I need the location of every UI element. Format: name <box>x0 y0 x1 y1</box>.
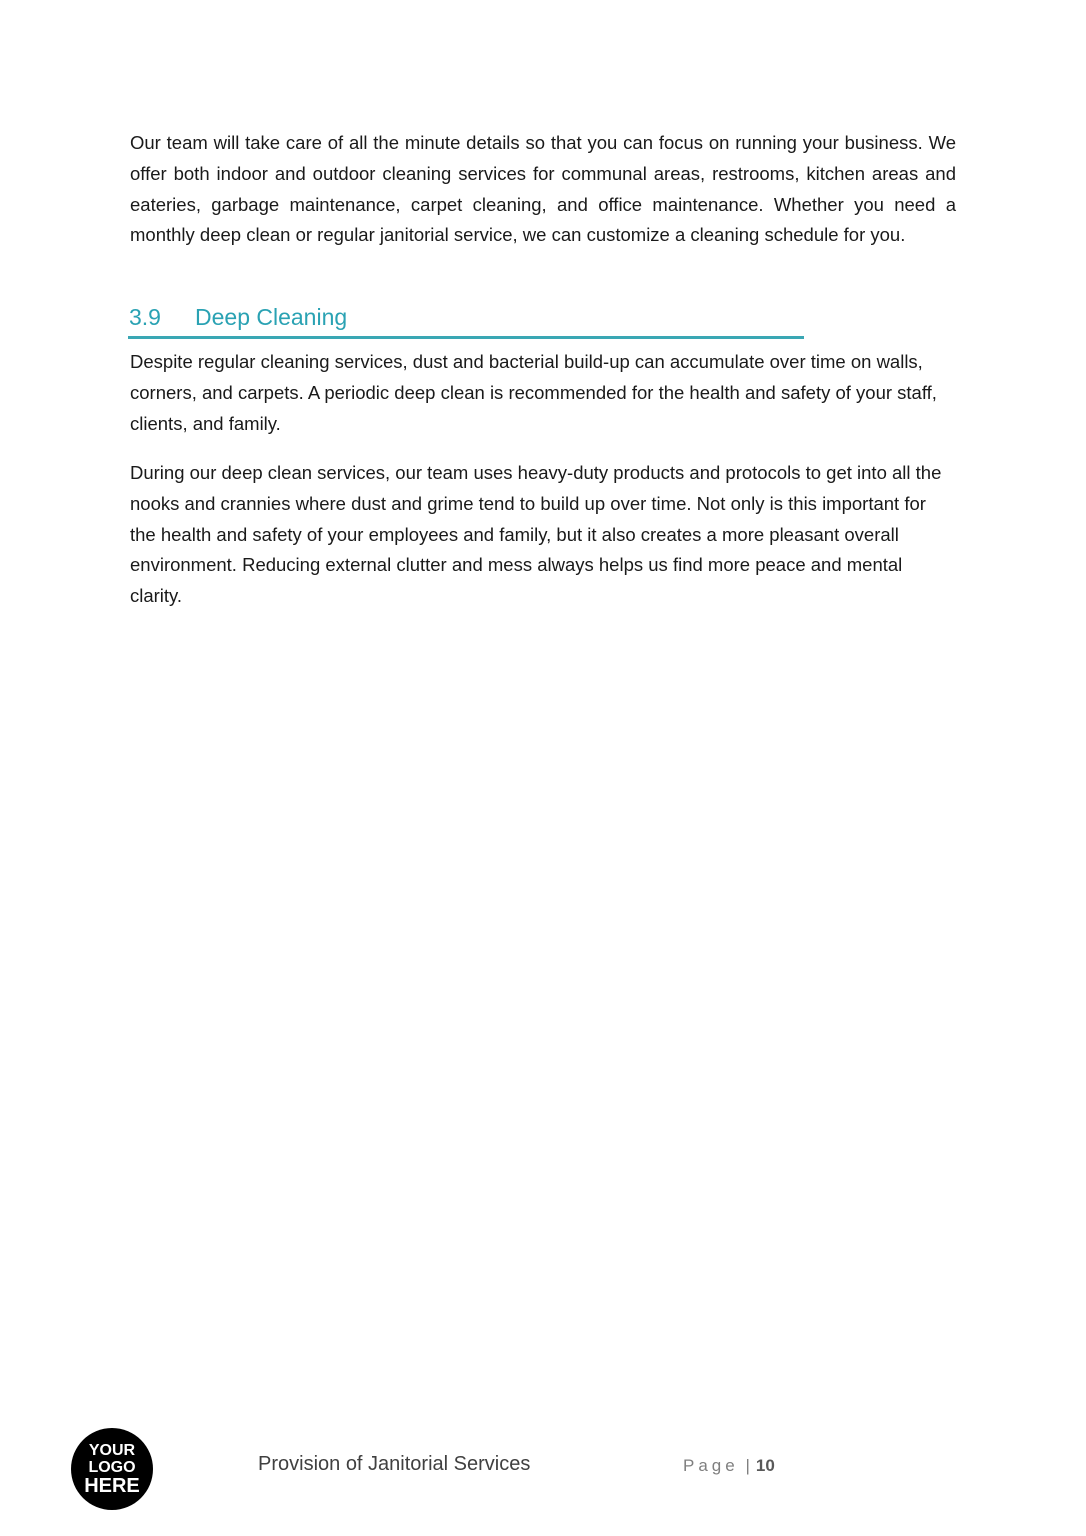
section-paragraph-1: Despite regular cleaning services, dust and bacterial build-up can accumulate over time on walls, corners, and carpets. A periodic deep clean is recommended for the health and safety of your staff, clients, and family. <box>130 351 937 434</box>
logo-line-3: HERE <box>84 1474 140 1497</box>
footer-document-title: Provision of Janitorial Services <box>258 1453 531 1475</box>
section-title: Deep Cleaning <box>195 304 348 330</box>
page-number <box>683 1456 775 1476</box>
page-number-value: 10 <box>755 1456 775 1475</box>
page-separator: | <box>745 1456 750 1475</box>
logo-line-1: YOUR <box>88 1441 136 1459</box>
intro-paragraph: Our team will take care of all the minute details so that you can focus on running your business. We offer both indoor and outdoor cleaning services for communal areas, restrooms, kitchen areas and eateries, garbage maintenance, carpet cleaning, and office maintenance. Whether you need a monthly deep clean or regular janitorial service, we can customize a cleaning schedule for you. <box>130 132 956 246</box>
logo-placeholder <box>71 1428 153 1510</box>
section-heading <box>128 302 804 339</box>
logo-line-2: LOGO <box>88 1458 136 1476</box>
section-number: 3.9 <box>129 304 161 330</box>
page-label: Page <box>683 1456 739 1475</box>
section-paragraph-2: During our deep clean services, our team uses heavy-duty products and protocols to get into all the nooks and crannies where dust and grime tend to build up over time. Not only is this important for the health and safety of your employees and family, but it also creates a more pleasant overall environment. Reducing external clutter and mess always helps us find more peace and mental clarity. <box>130 462 942 607</box>
